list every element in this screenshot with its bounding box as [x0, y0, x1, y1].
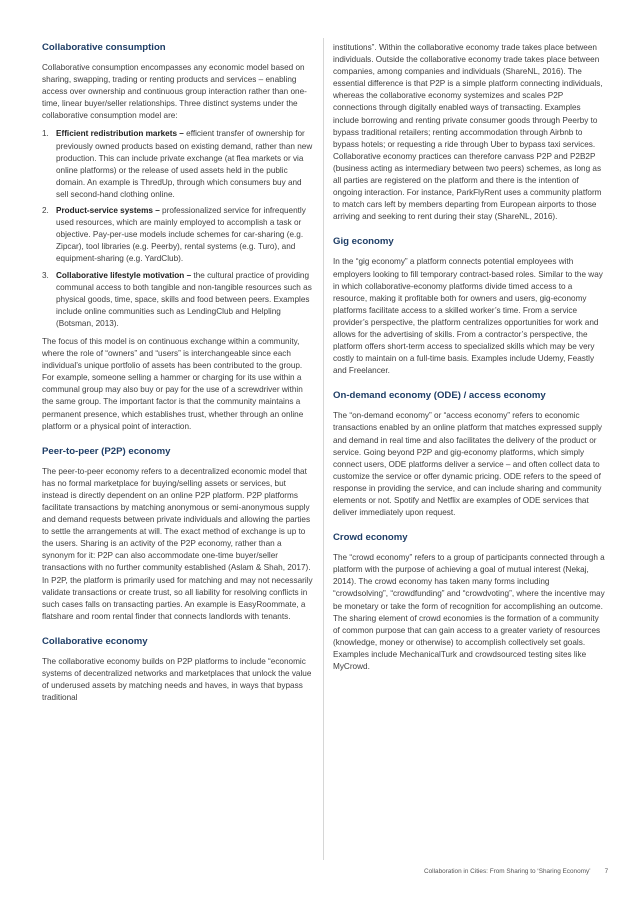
section-heading: Gig economy — [333, 236, 394, 248]
right-column — [333, 42, 605, 686]
list-item — [42, 205, 314, 265]
list-text: professionalized service for infrequently used resources, which are mainly employed to accomplish a task or objective. Pay-per-use models include schemes for car-sharing (e.g. Zipcar), tool libraries (e.g. Peerby), rental systems (e.g. Turo), and equipment-sharing (e.g. YardClub). — [56, 206, 306, 264]
section-heading: Collaborative economy — [42, 635, 148, 647]
paragraph: The “crowd economy” refers to a group of participants connected through a platform with the purpose of achieving a goal of mutual interest (Nekaj, 2014). The crowd economy has taken many forms including “crowdsolving”, “crowdfunding” and “crowdvoting”, where the incentive may be monetary or take the form of recognition for accomplishing an outcome. The sharing element of crowd economies is the formation of a community of common purpose that can gain access to a greater variety of resources (knowledge, money or otherwise) to accomplish collectively set goals. Examples include MechanicalTurk and crowdsourced testing sites like MyCrowd. — [333, 553, 605, 672]
paragraph: In the “gig economy” a platform connects potential employees with employers looking to fill temporary contract-based roles. Similar to the way in which collaborative-economy platforms divide timed access to a resource, making it profitable both for owners and users, gig-economy platforms facilitate access to a skilled worker’s time. From a service provider’s perspective, the platform centralizes opportunities for work and allows for the advertising of skills. From a contractor’s perspective, the platform offers short-term access to specialized skills which may be very costly to maintain on a full-time basis. Examples include Udemy, Feastly and Freelancer. — [333, 257, 603, 376]
section-on-demand-economy — [333, 390, 605, 519]
paragraph: The collaborative economy builds on P2P platforms to include “economic systems of decentralized networks and marketplaces that unlock the value of underused assets by matching needs and haves, in ways that bypass traditional — [42, 656, 312, 703]
list-number: 1. — [42, 129, 49, 139]
paragraph: institutions”. Within the collaborative economy trade takes place between individuals. Outside the collaborative economy trade takes place between companies, among companies and individuals (ShareNL, 2016). The essential difference is that P2P is a simple platform connecting individuals, whereas the collaborative economy systemizes and scales P2P connections through digitally enabled ways of transacting. Examples include borrowing and renting private consumer goods through Peerby to bypass traditional retailers; renting accommodation through Airbnb to bypass hotels; or requesting a ride through Uber to bypass taxi services. Collaborative economy practices can therefore canvass P2P and P2B2P (business acting as intermediary between two peers) schemes, as long as all parties are registered on the platform and there is the intention of ongoing interaction. For instance, ParkFlyRent uses a community platform to match cars left by members departing from European airports to those arriving and seeking to rent during their stay (ShareNL, 2016). — [333, 43, 603, 222]
page-number: 7 — [604, 868, 609, 875]
list-term: Product-service systems – — [56, 206, 160, 216]
section-gig-economy — [333, 236, 605, 377]
section-p2p-economy — [42, 446, 314, 623]
paragraph: Collaborative consumption encompasses any economic model based on sharing, swapping, trading or renting products and services – enabling access over ownership and continuous group interaction rather than one-time, linear buyer/seller relationships. Three distinct systems under the collaborative consumption model are: — [42, 63, 307, 121]
section-collaborative-consumption — [42, 42, 314, 433]
section-collaborative-economy — [42, 636, 314, 704]
list-item — [42, 128, 314, 201]
list-item — [42, 270, 314, 330]
list-number: 3. — [42, 270, 49, 280]
section-heading: On-demand economy (ODE) / access economy — [333, 390, 546, 402]
left-column — [42, 42, 314, 717]
section-collaborative-economy-continued — [333, 42, 605, 223]
paragraph: The peer-to-peer economy refers to a decentralized economic model that has no formal marketplace for buying/selling assets or services, but instead is directly dependent on an online P2P platform. P2P platforms facilitate transactions by matching anonymous or semi-anonymous supply and demand requests between private individuals and allowing the parties to settle the arrangements at will. The exact method of exchange is up to the users. Sharing is an activity of the P2P economy, rather than a synonym for it: P2P can also accommodate one-time buyer/seller transactions with no further community established (Aslam & Shah, 2017). In P2P, the platform is primarily used for matching and may not necessarily validate transactions or create trust, so all liability for resolving conflicts in such cases falls on transacting parties. An example is EasyRoommate, a flatshare and room rental finder that connects landlords with tenants. — [42, 466, 313, 621]
footer-title: Collaboration in Cities: From Sharing to ‘Sharing Economy’ — [424, 868, 591, 875]
list-number: 2. — [42, 206, 49, 216]
section-heading: Collaborative consumption — [42, 42, 166, 53]
column-divider — [323, 38, 324, 860]
section-heading: Crowd economy — [333, 532, 408, 544]
list-text: efficient transfer of ownership for previously owned products based on existing demand, rather than new production. This can include private exchange (at flea markets or via online platforms) or the release of used assets held in the public domain. An example is ThredUp, through which consumers buy and sell second-hand clothing online. — [56, 129, 313, 199]
list-term: Efficient redistribution markets – — [56, 129, 184, 139]
paragraph: The “on-demand economy” or “access economy” refers to economic transactions enabled by an online platform that matches expressed supply and demand in real time and also facilitates the delivery of the product or service. Going beyond P2P and gig-economy platforms, which simply connect users, ODE platforms deliver a service – and often collect data to customize the service or offer dynamic pricing. ODE refers to the speed of response in providing the service, and can include sharing and community elements or not. Spotify and Netflix are examples of ODE services that deliver immediately upon request. — [333, 411, 602, 518]
list-text: the cultural practice of providing communal access to both tangible and non-tangible resources such as physical goods, time, space, skills and food between peers. Examples include online communities such as LendingClub and Helpling (Botsman, 2013). — [56, 270, 312, 328]
paragraph: The focus of this model is on continuous exchange within a community, where the role of “owners” and “users” is interchangeable since each individual’s unique portfolio of assets has been contributed to the group. For example, someone selling a hammer or charging for its use within a communal group may also buy or pay for the use of a screwdriver within the same group. The important factor is that the community maintains a permanent presence, which establishes trust, whether through an online platform or a physical point of interaction. — [42, 336, 304, 431]
page-footer — [424, 868, 608, 875]
section-heading: Peer-to-peer (P2P) economy — [42, 445, 171, 457]
numbered-list — [42, 128, 314, 330]
section-crowd-economy — [333, 532, 605, 673]
list-term: Collaborative lifestyle motivation – — [56, 270, 192, 280]
